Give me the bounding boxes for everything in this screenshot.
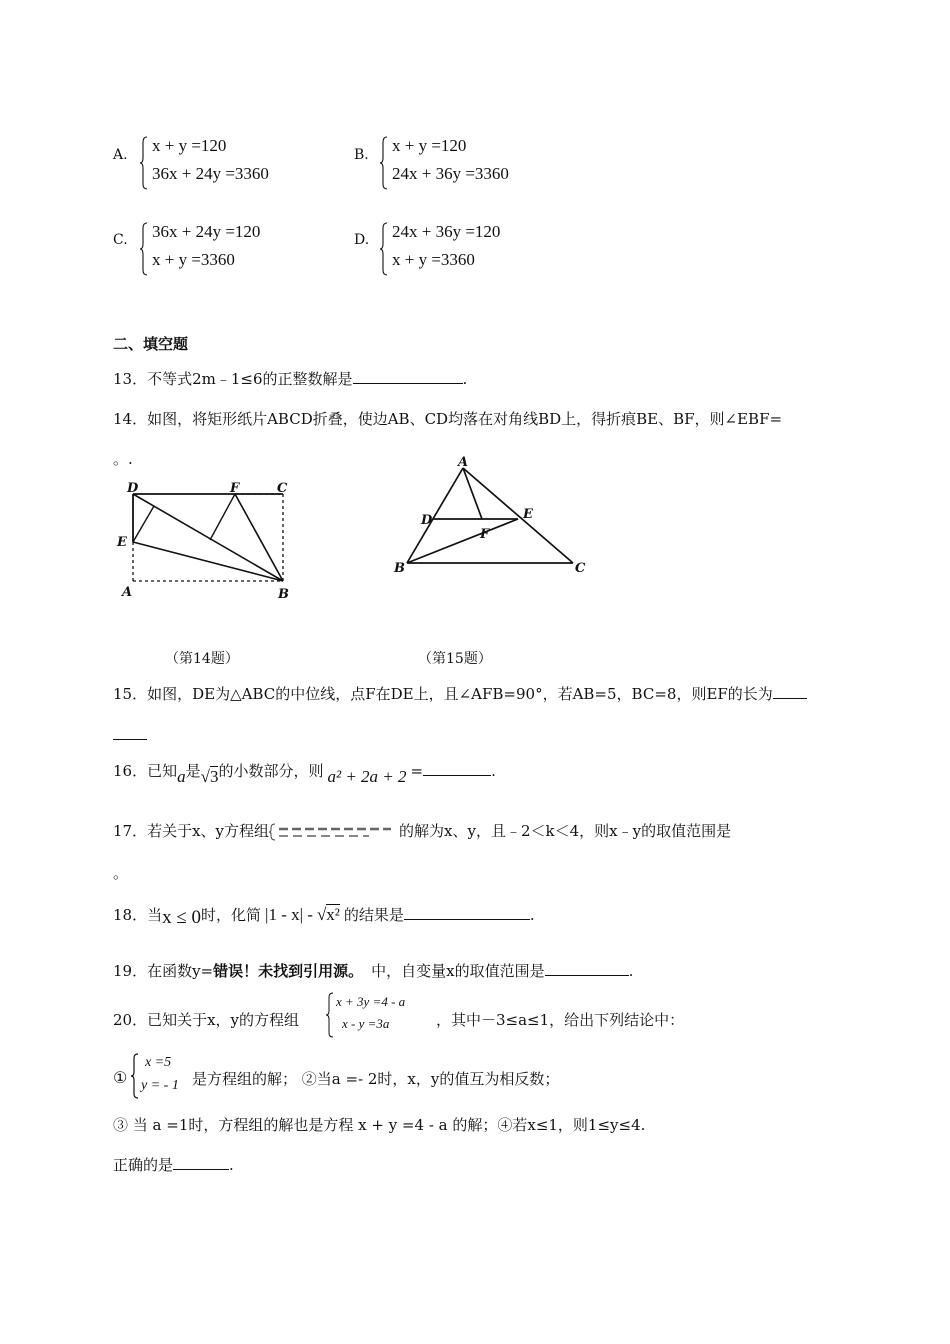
option-c-label: C. bbox=[113, 232, 128, 248]
option-a-label: A. bbox=[113, 147, 128, 163]
fig15-label-d: D bbox=[421, 513, 433, 528]
q19-end: . bbox=[628, 962, 634, 980]
q15-answer-blank-cont[interactable] bbox=[113, 737, 147, 740]
q20-answer-line bbox=[113, 1154, 234, 1175]
question-16 bbox=[113, 760, 496, 786]
option-b-eq2: 24x + 36y =3360 bbox=[392, 164, 509, 183]
figure-14-caption: （第14题） bbox=[165, 651, 239, 667]
option-a-eq2: 36x + 24y =3360 bbox=[152, 164, 269, 183]
option-d-eq1: 24x + 36y =120 bbox=[392, 222, 501, 241]
fig14-label-b: B bbox=[278, 587, 289, 602]
option-c-eq2: x + y =3360 bbox=[152, 250, 235, 269]
brace-icon bbox=[140, 222, 148, 276]
q16-mid2: 的小数部分，则 bbox=[218, 762, 324, 780]
q16-mid: 是 bbox=[185, 762, 201, 780]
q18-expr1: |1 - x| - bbox=[265, 905, 313, 924]
option-d-system bbox=[380, 222, 540, 276]
question-14: 14．如图，将矩形纸片ABCD折叠，使边AB、CD均落在对角线BD上，得折痕BE、BF，则∠EBF= bbox=[113, 410, 783, 428]
q18-radicand: x² bbox=[326, 905, 340, 924]
question-14-line2: 。. bbox=[113, 450, 133, 468]
question-17 bbox=[113, 820, 731, 841]
figure-15 bbox=[385, 450, 595, 580]
q20-eq2: x - y =3a bbox=[342, 1016, 390, 1031]
fig14-label-a: A bbox=[122, 585, 133, 600]
q20-end: . bbox=[229, 1156, 234, 1174]
option-c-eq1: 36x + 24y =120 bbox=[152, 222, 261, 241]
q13-end: . bbox=[462, 370, 468, 388]
figure-14 bbox=[110, 474, 300, 604]
q18-answer-blank[interactable] bbox=[404, 919, 530, 920]
fig15-label-f: F bbox=[480, 527, 490, 542]
q18-prefix: 18．当 bbox=[113, 906, 163, 924]
question-20 bbox=[113, 1009, 299, 1030]
q20-prefix: 20．已知关于x，y的方程组 bbox=[113, 1011, 300, 1029]
q19-prefix: 19．在函数y= bbox=[113, 962, 214, 980]
q16-end: . bbox=[491, 762, 496, 780]
q20-suffix: ，其中－3≤a≤1，给出下列结论中： bbox=[436, 1011, 685, 1029]
fig14-label-c: C bbox=[277, 481, 288, 496]
question-15 bbox=[113, 683, 807, 704]
q20-system bbox=[326, 992, 446, 1038]
q20-conclusion-3-4: ③ 当 a =1时，方程组的解也是方程 x + y =4 - a 的解；④若x≤1，则1≤y≤4. bbox=[113, 1116, 646, 1134]
brace-icon bbox=[380, 222, 388, 276]
q20-c1-eq2: y = - 1 bbox=[141, 1078, 179, 1093]
garbled-equation-icon bbox=[269, 823, 399, 841]
q18-end: . bbox=[529, 906, 535, 924]
fig14-label-d: D bbox=[127, 481, 139, 496]
question-17-line2: 。 bbox=[113, 864, 129, 882]
option-d-eq2: x + y =3360 bbox=[392, 250, 475, 269]
question-19 bbox=[113, 960, 633, 981]
q19-answer-blank[interactable] bbox=[545, 975, 629, 976]
q18-mid: 时，化简 bbox=[201, 906, 262, 924]
q16-answer-blank[interactable] bbox=[423, 775, 491, 776]
q17-prefix: 17．若关于x、y方程组 bbox=[113, 822, 270, 840]
option-b-label: B. bbox=[354, 147, 369, 163]
option-b-eq1: x + y =120 bbox=[392, 136, 467, 155]
q19-error: 错误！未找到引用源。 bbox=[213, 962, 364, 980]
q16-expr: a² + 2a + 2 bbox=[327, 767, 407, 786]
q16-sqrt-icon: √3 bbox=[200, 767, 219, 786]
q20-eq1: x + 3y =4 - a bbox=[336, 994, 406, 1009]
question-18 bbox=[113, 904, 535, 926]
q16-radicand: 3 bbox=[209, 767, 219, 786]
q16-var: a bbox=[177, 767, 186, 786]
option-b-system bbox=[380, 136, 540, 190]
q16-eq: = bbox=[410, 762, 424, 780]
fig15-label-b: B bbox=[394, 561, 405, 576]
fig15-label-a: A bbox=[458, 455, 469, 470]
brace-icon bbox=[131, 1053, 139, 1099]
fig14-label-f: F bbox=[230, 481, 240, 496]
q13-text: 13．不等式2m﹣1≤6的正整数解是 bbox=[113, 370, 353, 388]
fig14-label-e: E bbox=[117, 535, 127, 550]
fig15-label-e: E bbox=[523, 507, 533, 522]
section-title: 二、填空题 bbox=[113, 335, 189, 353]
brace-icon bbox=[380, 136, 388, 190]
option-c-system bbox=[140, 222, 300, 276]
q17-garbled-system bbox=[269, 823, 399, 841]
q20-answer-label: 正确的是 bbox=[113, 1156, 174, 1174]
q18-suffix: 的结果是 bbox=[343, 906, 404, 924]
q15-text: 15．如图，DE为△ABC的中位线，点F在DE上，且∠AFB=90°，若AB=5，BC=8，则EF的长为 bbox=[113, 685, 773, 703]
option-a-eq1: x + y =120 bbox=[152, 136, 227, 155]
option-d-label: D. bbox=[354, 232, 370, 248]
q13-answer-blank[interactable] bbox=[353, 383, 463, 384]
q18-cond: x ≤ 0 bbox=[162, 907, 202, 928]
q16-prefix: 16．已知 bbox=[113, 762, 178, 780]
q15-answer-blank[interactable] bbox=[773, 698, 807, 699]
option-a-system bbox=[140, 136, 300, 190]
brace-icon bbox=[140, 136, 148, 190]
q19-suffix: 中，自变量x的取值范围是 bbox=[371, 962, 545, 980]
q20-answer-blank[interactable] bbox=[173, 1169, 229, 1170]
q20-conclusion-1-marker: ① bbox=[113, 1068, 128, 1087]
q18-sqrt-icon: √x² bbox=[316, 905, 340, 924]
q20-conclusion-1-system bbox=[131, 1053, 191, 1099]
q20-c1-eq1: x =5 bbox=[145, 1055, 172, 1070]
brace-icon bbox=[326, 992, 334, 1038]
fig15-label-c: C bbox=[575, 561, 586, 576]
figure-15-caption: （第15题） bbox=[418, 651, 492, 667]
q17-suffix: 的解为x、y，且﹣2＜k＜4，则x﹣y的取值范围是 bbox=[399, 822, 732, 840]
q20-conclusion-1-2-text: 是方程组的解； ②当a =- 2时，x，y的值互为相反数； bbox=[192, 1070, 560, 1088]
question-13 bbox=[113, 368, 467, 389]
